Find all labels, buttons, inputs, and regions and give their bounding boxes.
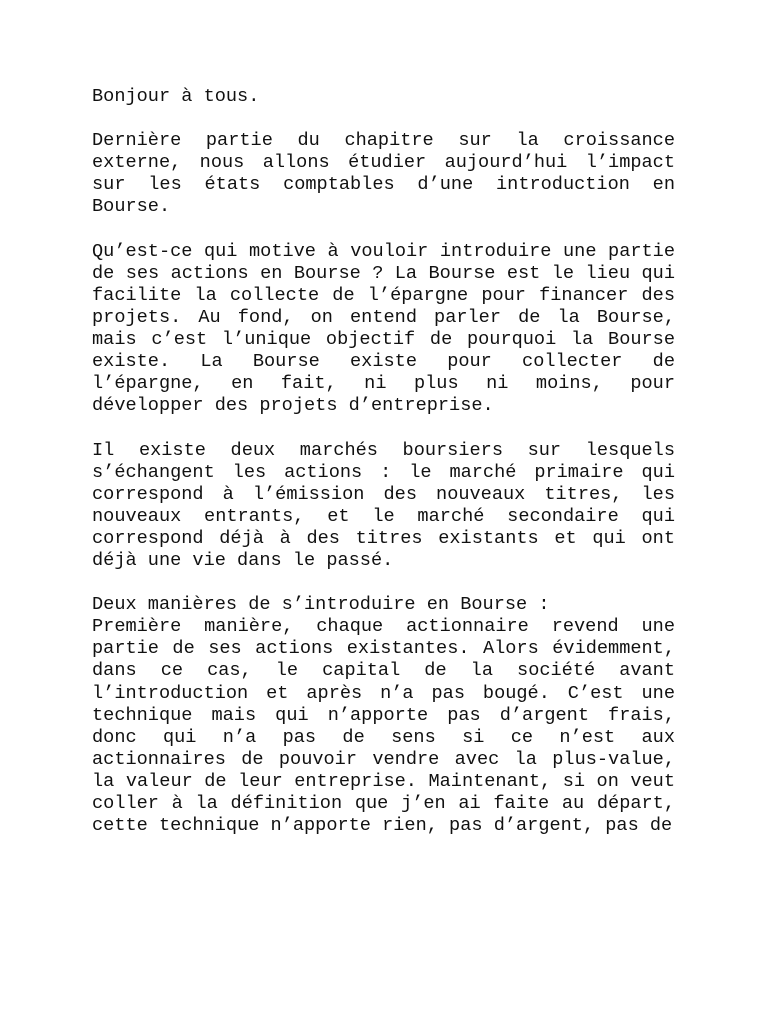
- document-page: [92, 86, 675, 859]
- section-heading: Deux manières de s’introduire en Bourse :: [92, 594, 550, 616]
- paragraph-intro: Dernière partie du chapitre sur la croissance externe, nous allons étudier aujourd’hui l’impact sur les états comptables d’une introduction en Bourse.: [92, 130, 675, 218]
- paragraph-first-method: Première manière, chaque actionnaire revend une partie de ses actions existantes. Alors évidemment, dans ce cas, le capital de la société avant l’introduction et après n’a pas bougé. C’est une technique mais qui n’apporte pas d’argent frais, donc qui n’a pas de sens si ce n’est aux actionnaires de pouvoir vendre avec la plus-value, la valeur de leur entreprise. Maintenant, si on veut coller à la définition que j’en ai faite au départ, cette technique n’apporte rien, pas d’argent, pas de: [92, 616, 675, 837]
- paragraph-markets: Il existe deux marchés boursiers sur lesquels s’échangent les actions : le marché primaire qui correspond à l’émission des nouveaux titres, les nouveaux entrants, et le marché secondaire qui correspond déjà à des titres existants et qui ont déjà une vie dans le passé.: [92, 439, 675, 571]
- paragraph-motivation: Qu’est-ce qui motive à vouloir introduire une partie de ses actions en Bourse ? La Bourse est le lieu qui facilite la collecte de l’épargne pour financer des projets. Au fond, on entend parler de la Bourse, mais c’est l’unique objectif de pourquoi la Bourse existe. La Bourse existe pour collecter de l’épargne, en fait, ni plus ni moins, pour développer des projets d’entreprise.: [92, 240, 675, 417]
- greeting-text: Bonjour à tous.: [92, 86, 260, 107]
